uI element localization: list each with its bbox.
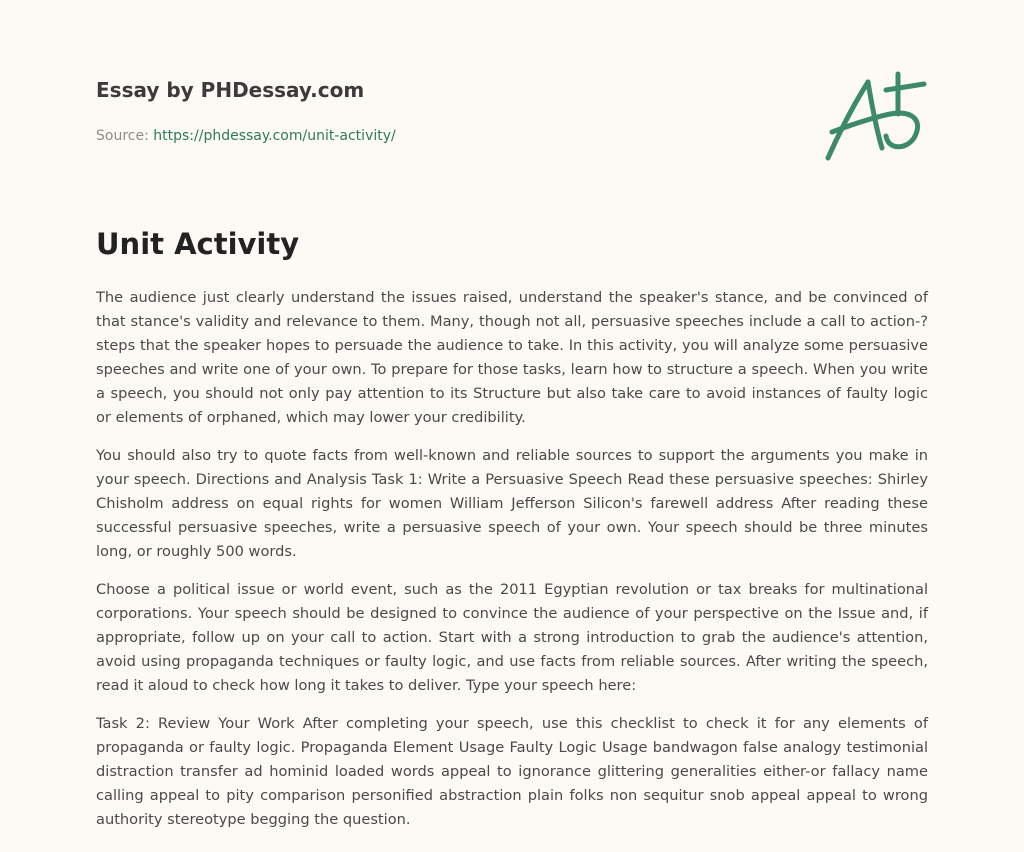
source-link[interactable]: https://phdessay.com/unit-activity/: [153, 128, 396, 144]
site-title: Essay by PHDessay.com: [96, 78, 365, 102]
essay-title: Unit Activity: [96, 227, 300, 261]
a-plus-grade-icon: [818, 66, 930, 166]
essay-paragraph: The audience just clearly understand the issues raised, understand the speaker's stance, and be convinced of that stance's validity and relevance to them. Many, though not all, persuasive speeches include a call to action-? steps that the speaker hopes to persuade the audience to take. In this activity, you will analyze some persuasive speeches and write one of your own. To prepare for those tasks, learn how to structure a speech. When you write a speech, you should not only pay attention to its Structure but also take care to avoid instances of faulty logic or elements of orphaned, which may lower your credibility.: [96, 289, 928, 426]
essay-paragraph: Task 2: Review Your Work After completing your speech, use this checklist to check it for any elements of propaganda or faulty logic. Propaganda Element Usage Faulty Logic Usage bandwagon false analogy testimonial distraction transfer ad hominid loaded words appeal to ignorance glittering generalities either-or fallacy name calling appeal to pity comparison personified abstraction plain folks non sequitur snob appeal appeal to wrong authority stereotype begging the question.: [96, 715, 928, 828]
page-header: [96, 76, 796, 146]
source-line: [96, 126, 796, 146]
essay-paragraph: Choose a political issue or world event, such as the 2011 Egyptian revolution or tax breaks for multinational corporations. Your speech should be designed to convince the audience of your perspective on the Issue and, if appropriate, follow up on your call to action. Start with a strong introduction to grab the audience's attention, avoid using propaganda techniques or faulty logic, and use facts from reliable sources. After writing the speech, read it aloud to check how long it takes to deliver. Type your speech here:: [96, 581, 928, 694]
source-label: Source:: [96, 128, 154, 144]
essay-paragraph: You should also try to quote facts from well-known and reliable sources to support the arguments you make in your speech. Directions and Analysis Task 1: Write a Persuasive Speech Read these persuasive speeches: Shirley Chisholm address on equal rights for women William Jefferson Silicon's farewell address After reading these successful persuasive speeches, write a persuasive speech of your own. Your speech should be three minutes long, or roughly 500 words.: [96, 447, 928, 560]
essay-body: [96, 286, 928, 846]
